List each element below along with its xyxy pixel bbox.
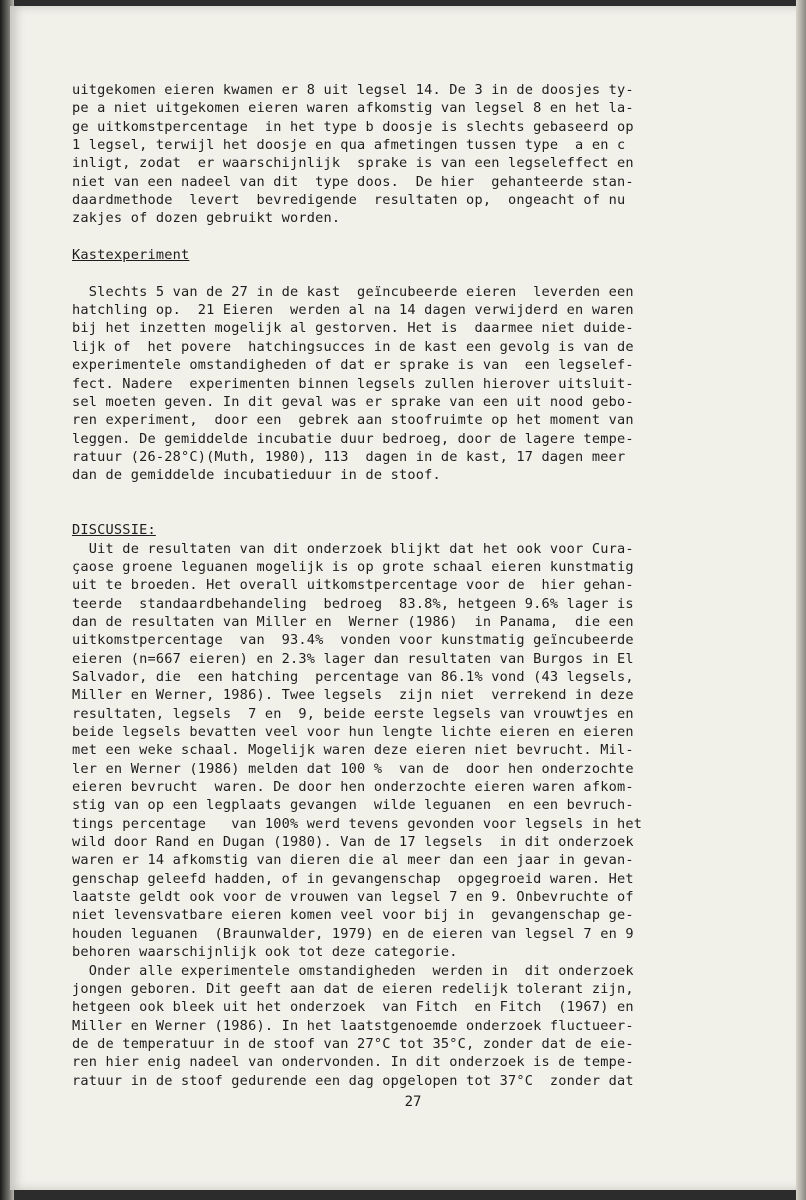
text-line: niet van een nadeel van dit type doos. De hier gehanteerde stan- xyxy=(72,173,634,190)
document-page xyxy=(10,6,798,1190)
heading-discussie: DISCUSSIE: xyxy=(72,522,156,539)
text-line: uit te broeden. Het overall uitkomstpercentage voor de hier gehan- xyxy=(72,577,634,594)
text-line: hetgeen ook bleek uit het onderzoek van Fitch en Fitch (1967) en xyxy=(72,999,634,1016)
text-line: behoren waarschijnlijk ook tot deze categorie. xyxy=(72,944,458,961)
text-line: 1 legsel, terwijl het doosje en qua afmetingen tussen type a en c xyxy=(72,137,626,154)
text-line: stig van op een legplaats gevangen wilde leguanen en een bevruch- xyxy=(72,797,634,814)
text-line: uitgekomen eieren kwamen er 8 uit legsel 14. De 3 in de doosjes ty- xyxy=(72,82,634,98)
text-line: çaose groene leguanen mogelijk is op grote schaal eieren kunstmatig xyxy=(72,558,634,575)
text-line: ratuur (26-28°C)(Muth, 1980), 113 dagen in de kast, 17 dagen meer xyxy=(72,448,626,465)
text-line: inligt, zodat er waarschijnlijk sprake is van een legseleffect en xyxy=(72,155,634,172)
text-line: fect. Nadere experimenten binnen legsels zullen hierover uitsluit- xyxy=(72,375,634,392)
text-line: experimentele omstandigheden of dat er sprake is van een legselef- xyxy=(72,357,634,374)
text-line: Slechts 5 van de 27 in de kast geïncubeerde eieren leverden een xyxy=(72,283,634,300)
text-line: uitkomstpercentage van 93.4% vonden voor kunstmatig geïncubeerde xyxy=(72,632,634,649)
text-line: Miller en Werner (1986). In het laatstgenoemde onderzoek fluctueer- xyxy=(72,1017,634,1034)
text-line: leggen. De gemiddelde incubatie duur bedroeg, door de lagere tempe- xyxy=(72,430,634,447)
paragraph-discussie-2 xyxy=(72,962,752,1090)
text-line: sel moeten geven. In dit geval was er sprake van een uit nood gebo- xyxy=(72,393,634,410)
text-line: teerde standaardbehandeling bedroeg 83.8%, hetgeen 9.6% lager is xyxy=(72,595,634,612)
text-line: met een weke schaal. Mogelijk waren deze eieren niet bevrucht. Mil- xyxy=(72,742,634,759)
paragraph-discussie-1 xyxy=(72,540,752,962)
text-line: ratuur in de stoof gedurende een dag opgelopen tot 37°C zonder dat xyxy=(72,1072,634,1089)
text-line: houden leguanen (Braunwalder, 1979) en de eieren van legsel 7 en 9 xyxy=(72,925,634,942)
text-line: resultaten, legsels 7 en 9, beide eerste legsels van vrouwtjes en xyxy=(72,705,634,722)
text-line: ren hier enig nadeel van ondervonden. In dit onderzoek is de tempe- xyxy=(72,1054,634,1071)
text-line: niet levensvatbare eieren komen veel voor bij in gevangenschap ge- xyxy=(72,907,634,924)
text-line: eieren bevrucht waren. De door hen onderzochte eieren waren afkom- xyxy=(72,779,634,796)
text-line: zakjes of dozen gebruikt worden. xyxy=(72,210,341,227)
page-number: 27 xyxy=(404,1094,422,1110)
text-line: Miller en Werner, 1986). Twee legsels zijn niet verrekend in deze xyxy=(72,687,634,704)
text-line: bij het inzetten mogelijk al gestorven. Het is daarmee niet duide- xyxy=(72,320,634,337)
text-line: jongen geboren. Dit geeft aan dat de eieren redelijk tolerant zijn, xyxy=(72,980,634,997)
text-line: hatchling op. 21 Eieren werden al na 14 dagen verwijderd en waren xyxy=(72,302,634,319)
text-line: Salvador, die een hatching percentage van 86.1% vond (43 legsels, xyxy=(72,669,634,685)
text-line: waren er 14 afkomstig van dieren die al meer dan een jaar in gevan- xyxy=(72,852,634,869)
body-text xyxy=(72,81,752,1090)
text-line: beide legsels bevatten veel voor hun lengte lichte eieren en eieren xyxy=(72,724,634,741)
text-line: ler en Werner (1986) melden dat 100 % van de door hen onderzochte xyxy=(72,760,634,777)
text-line: lijk of het povere hatchingsucces in de kast een gevolg is van de xyxy=(72,338,634,355)
paragraph-eggs-hatched xyxy=(72,81,752,228)
text-line: Uit de resultaten van dit onderzoek blijkt dat het ook voor Cura- xyxy=(72,540,634,557)
paragraph-kastexperiment xyxy=(72,283,752,485)
text-line: ren experiment, door een gebrek aan stoofruimte op het moment van xyxy=(72,412,634,429)
text-line: genschap geleefd hadden, of in gevangenschap opgegroeid waren. Het xyxy=(72,870,634,887)
text-line: laatste geldt ook voor de vrouwen van legsel 7 en 9. Onbevruchte of xyxy=(72,889,634,906)
text-line: dan de gemiddelde incubatieduur in de stoof. xyxy=(72,467,441,484)
text-line: tings percentage van 100% werd tevens gevonden voor legsels in het xyxy=(72,815,643,832)
page-edge xyxy=(796,0,806,1200)
text-line: de de temperatuur in de stoof van 27°C tot 35°C, zonder dat de eie- xyxy=(72,1035,634,1052)
heading-kastexperiment: Kastexperiment xyxy=(72,247,190,264)
text-line: pe a niet uitgekomen eieren waren afkomstig van legsel 8 en het la- xyxy=(72,100,634,117)
text-line: eieren (n=667 eieren) en 2.3% lager dan resultaten van Burgos in El xyxy=(72,650,634,667)
text-line: daardmethode levert bevredigende resultaten op, ongeacht of nu xyxy=(72,192,626,209)
text-line: Onder alle experimentele omstandigheden werden in dit onderzoek xyxy=(72,962,634,979)
text-line: ge uitkomstpercentage in het type b doosje is slechts gebaseerd op xyxy=(72,118,634,135)
text-line: dan de resultaten van Miller en Werner (1986) in Panama, die een xyxy=(72,613,634,630)
text-line: wild door Rand en Dugan (1980). Van de 17 legsels in dit onderzoek xyxy=(72,834,634,851)
